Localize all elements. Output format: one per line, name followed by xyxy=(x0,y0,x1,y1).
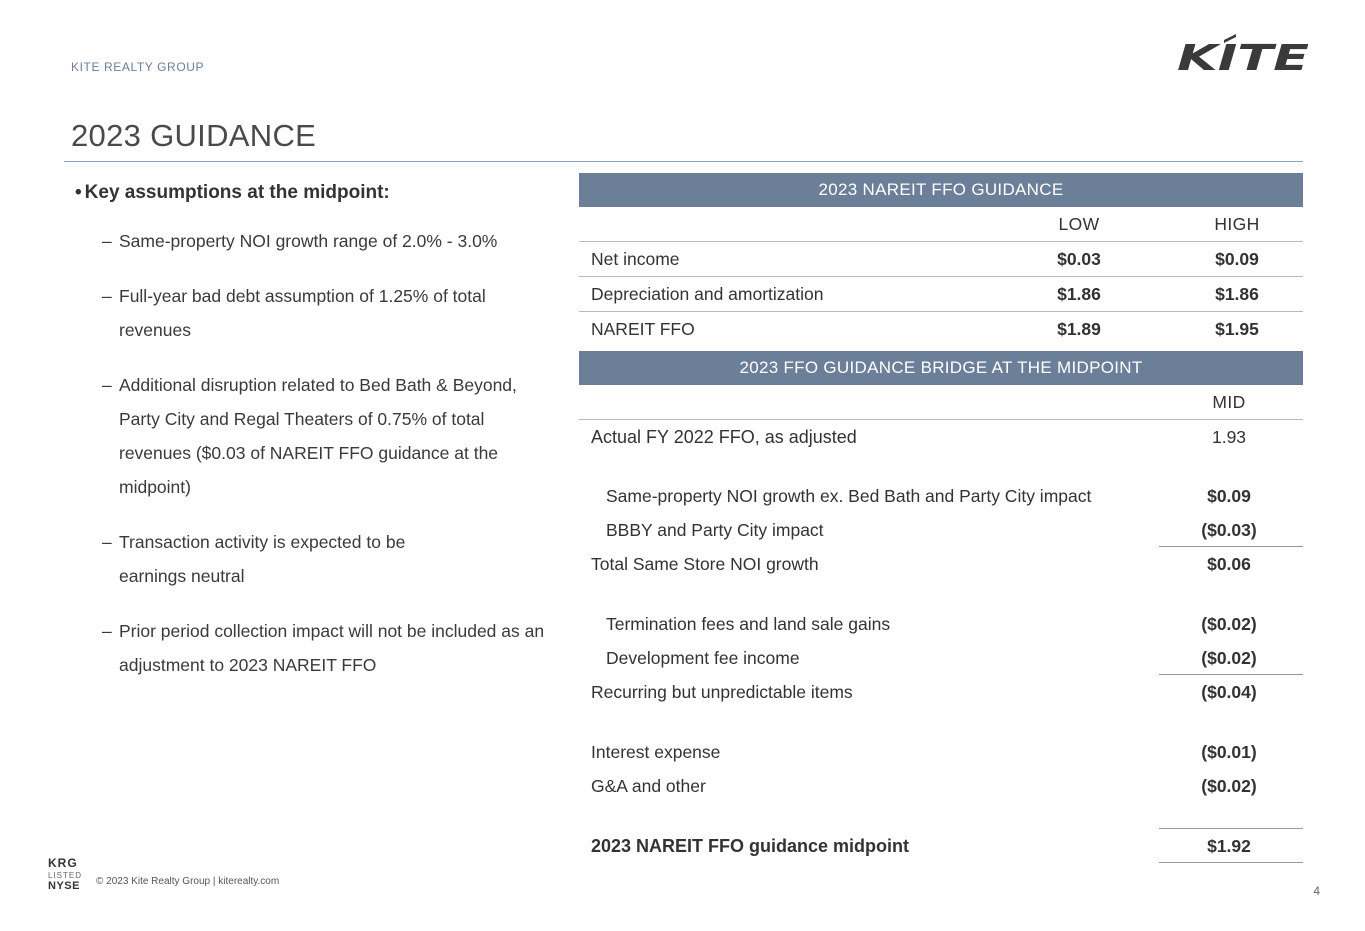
copyright-footer: © 2023 Kite Realty Group | kiterealty.com xyxy=(96,876,280,887)
title-divider xyxy=(64,161,1303,162)
assumption-item: – Same-property NOI growth range of 2.0% - 3.0% xyxy=(102,231,498,251)
table-row: Termination fees and land sale gains ($0.02) xyxy=(606,614,1257,634)
page-number: 4 xyxy=(1313,884,1320,898)
col-high-header: HIGH xyxy=(1214,214,1260,234)
kite-logo xyxy=(1176,34,1310,74)
table-row: Interest expense ($0.01) xyxy=(591,742,1257,762)
table-row: G&A and other ($0.02) xyxy=(591,776,1257,796)
ffo-bridge-header-row xyxy=(579,385,1303,419)
ffo-guidance-header-row xyxy=(579,207,1303,241)
table-row: Recurring but unpredictable items ($0.04) xyxy=(591,682,1257,702)
table-row: BBBY and Party City impact ($0.03) xyxy=(606,520,1257,540)
table-row: Net income $0.03 $0.09 xyxy=(579,241,1303,276)
assumption-item: – Full-year bad debt assumption of 1.25% of total revenues xyxy=(102,286,486,340)
svg-text:KITE: KITE xyxy=(1177,38,1310,74)
assumption-item: – Additional disruption related to Bed Bath & Beyond, Party City and Regal Theaters of 0.75% of total revenues ($0.03 of NAREIT FFO guidance at the midpoint) xyxy=(102,375,517,497)
table-row: Actual FY 2022 FFO, as adjusted 1.93 xyxy=(579,419,1303,454)
table-row: Same-property NOI growth ex. Bed Bath and Party City impact $0.09 xyxy=(606,486,1251,506)
col-mid-header: MID xyxy=(1212,392,1246,412)
assumption-item: – Prior period collection impact will not be included as an adjustment to 2023 NAREIT FFO xyxy=(102,621,545,675)
ffo-bridge-title: 2023 FFO GUIDANCE BRIDGE AT THE MIDPOINT xyxy=(579,351,1303,385)
table-row: Total Same Store NOI growth $0.06 xyxy=(591,554,1251,574)
page-title: 2023 GUIDANCE xyxy=(71,118,317,153)
col-low-header: LOW xyxy=(1058,214,1100,234)
total-underline xyxy=(1159,862,1303,863)
ffo-guidance-title: 2023 NAREIT FFO GUIDANCE xyxy=(579,173,1303,207)
assumption-item: – Transaction activity is expected to be earnings neutral xyxy=(102,532,406,586)
ffo-guidance-table xyxy=(579,173,1303,346)
assumptions-heading: • Key assumptions at the midpoint: xyxy=(75,182,390,203)
ffo-bridge-table xyxy=(579,351,1303,871)
table-row: 2023 NAREIT FFO guidance midpoint $1.92 xyxy=(591,836,1251,856)
table-row: NAREIT FFO $1.89 $1.95 xyxy=(579,311,1303,346)
company-name: KITE REALTY GROUP xyxy=(71,60,205,74)
table-row: Depreciation and amortization $1.86 $1.86 xyxy=(579,276,1303,311)
nyse-listed-badge: KRG LISTED NYSE xyxy=(48,856,83,892)
table-row: Development fee income ($0.02) xyxy=(606,648,1257,668)
